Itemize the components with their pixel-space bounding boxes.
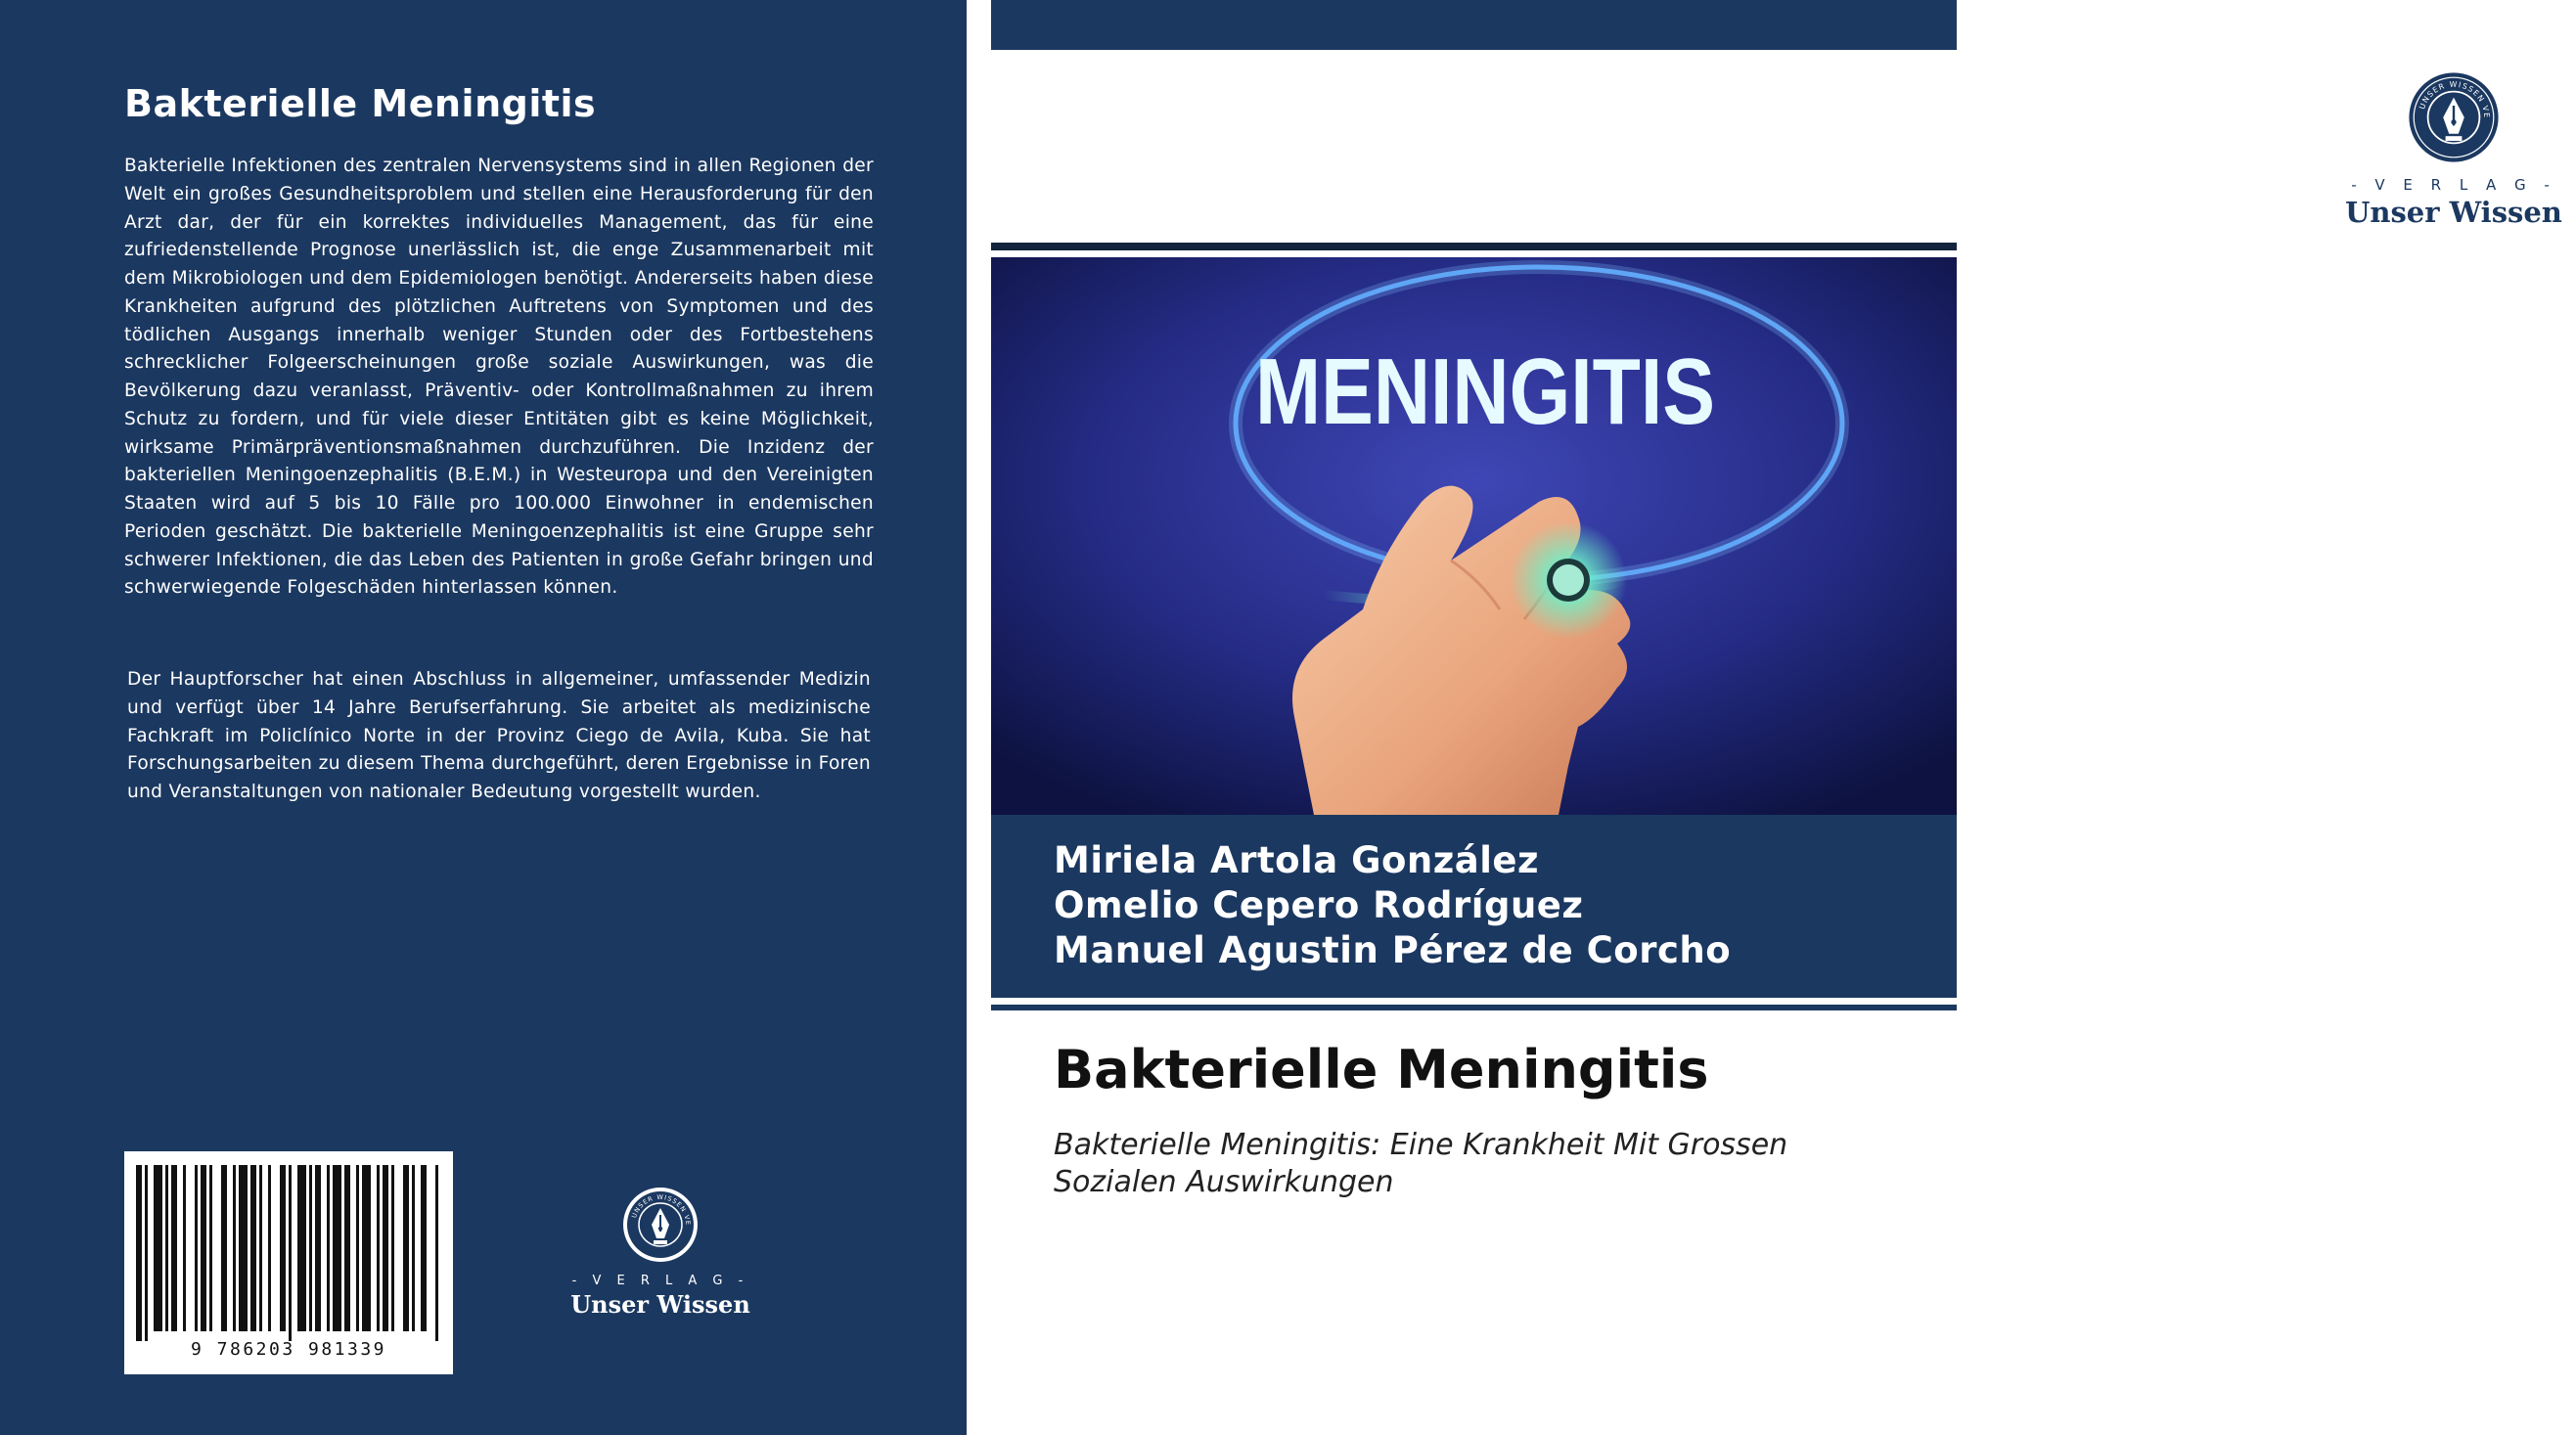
barcode-bar xyxy=(309,1165,312,1331)
barcode-bar xyxy=(259,1165,262,1331)
publisher-logo-back xyxy=(563,1186,758,1319)
author-biography: Der Hauptforscher hat einen Abschluss in allgemeiner, umfassender Medizin und verfügt über 14 Jahre Berufserfahrung. Sie arbeitet als medizinische Fachkraft im Policlínico Norte in der Provinz Ciego de Avila, Kuba. Sie hat Forschungsarbeiten zu diesem Thema durchgeführt, deren Ergebnisse in Foren und Veranstaltungen von nationaler Bedeutung vorgestellt wurden. xyxy=(127,669,871,802)
barcode-bar xyxy=(391,1165,394,1331)
author-name: Manuel Agustin Pérez de Corcho xyxy=(1054,929,1732,971)
barcode-bar xyxy=(209,1165,212,1331)
barcode-bar xyxy=(154,1165,162,1331)
divider-rule xyxy=(991,1005,1957,1010)
barcode-bar xyxy=(327,1165,330,1331)
isbn-barcode xyxy=(124,1151,453,1374)
author-name: Omelio Cepero Rodríguez xyxy=(1054,884,1584,926)
pen-nib-seal-icon xyxy=(2407,70,2501,164)
publisher-verlag-label: - V E R L A G - xyxy=(2351,176,2556,194)
barcode-bar xyxy=(435,1165,438,1341)
barcode-bar xyxy=(289,1165,292,1341)
publisher-name: Unser Wissen xyxy=(570,1290,750,1319)
barcode-bar xyxy=(250,1165,256,1331)
back-cover xyxy=(0,0,967,1435)
barcode-bar xyxy=(421,1165,427,1331)
barcode-bar xyxy=(221,1165,227,1331)
barcode-bar xyxy=(362,1165,371,1331)
svg-text:UNSER WISSEN VERLAG: UNSER WISSEN VE xyxy=(630,1192,693,1227)
barcode-bars xyxy=(124,1151,453,1347)
publisher-name: Unser Wissen xyxy=(2345,196,2562,229)
barcode-bar xyxy=(136,1165,142,1341)
publisher-verlag-label: - V E R L A G - xyxy=(571,1274,749,1288)
barcode-bar xyxy=(403,1165,409,1331)
barcode-bar xyxy=(412,1165,415,1331)
publisher-logo-front xyxy=(2331,70,2576,229)
barcode-bar xyxy=(195,1165,198,1331)
book-title: Bakterielle Meningitis xyxy=(1054,1039,1709,1100)
back-cover-blurb: Bakterielle Infektionen des zentralen Nervensystems sind in allen Regionen der Welt ein großes Gesundheitsproblem und stellen eine Herausforderung für den Arzt dar, der für ein korrektes individuelles Management, das für eine zufriedenstellende Prognose unerlässlich ist, die enge Zusammenarbeit mit dem Mikrobiologen und dem Epidemiologen benötigt. Andererseits haben diese Krankheiten aufgrund des plötzlichen Auftretens von Symptomen und des tödlichen Ausgangs innerhalb weniger Stunden oder des Fortbestehens schrecklicher Folgeerscheinungen große soziale Auswirkungen, was die Bevölkerung dazu veranlasst, Präventiv- oder Kontrollmaßnahmen zu ihrem Schutz zu fordern, und für viele dieser Entitäten gibt es keine Möglichkeit, wirksame Primärpräventionsmaßnahmen durchzuführen. Die Inzidenz der bakteriellen Meningoenzephalitis (B.E.M.) in Westeuropa und den Vereinigten Staaten wird auf 5 bis 10 Fälle pro 100.000 Einwohner in endemischen Perioden geschätzt. Die bakterielle Meningoenzephalitis ist eine Gruppe sehr schwerer Infektionen, die das Leben des Patienten in große Gefahr bringen und schwerwiegende Folgeschäden hinterlassen können. xyxy=(124,156,874,599)
barcode-bar xyxy=(201,1165,206,1331)
barcode-bar xyxy=(183,1165,186,1331)
isbn-digits: 9 786203 981339 xyxy=(190,1339,387,1360)
barcode-bar xyxy=(297,1165,306,1331)
front-cover xyxy=(991,0,2562,1435)
barcode-bar xyxy=(383,1165,388,1331)
barcode-bar xyxy=(315,1165,321,1331)
hand-drawing-ellipse-image xyxy=(991,257,1957,815)
divider-rule xyxy=(991,243,1957,250)
svg-text:UNSER WISSEN VERLAG: UNSER WISSEN VE xyxy=(2418,79,2492,119)
barcode-bar xyxy=(145,1165,148,1341)
spine xyxy=(967,0,991,1435)
authors-band xyxy=(991,815,1957,998)
cover-illustration xyxy=(991,257,1957,815)
barcode-bar xyxy=(239,1165,248,1331)
barcode-bar xyxy=(233,1165,236,1331)
barcode-bar xyxy=(165,1165,168,1331)
barcode-bar xyxy=(344,1165,350,1331)
pen-nib-seal-icon xyxy=(621,1186,700,1264)
book-subtitle: Bakterielle Meningitis: Eine Krankheit Mit Grossen Sozialen Auswirkungen xyxy=(1054,1128,1788,1199)
barcode-bar xyxy=(377,1165,380,1331)
barcode-bar xyxy=(356,1165,359,1331)
barcode-bar xyxy=(171,1165,177,1331)
barcode-bar xyxy=(268,1165,271,1331)
top-band xyxy=(991,0,1957,50)
meningitis-image-text: MENINGITIS xyxy=(1255,339,1715,444)
barcode-bar xyxy=(280,1165,286,1331)
back-cover-title: Bakterielle Meningitis xyxy=(124,82,597,125)
barcode-bar xyxy=(333,1165,341,1331)
author-name: Miriela Artola González xyxy=(1054,839,1540,881)
